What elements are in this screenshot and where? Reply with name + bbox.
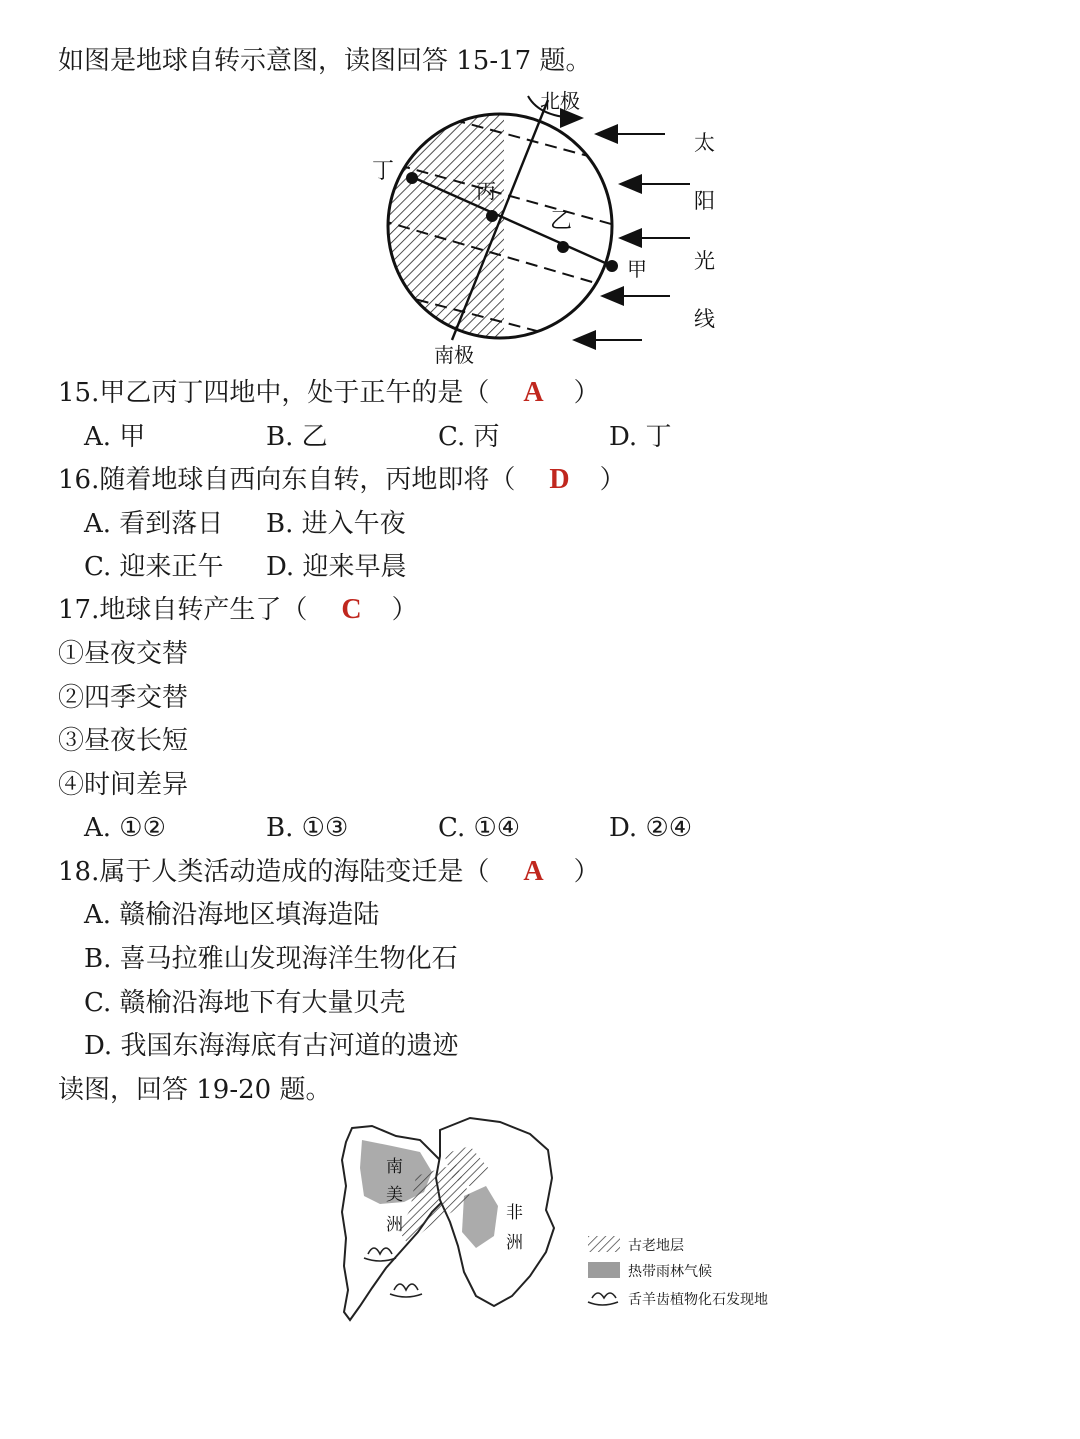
africa-label-2: 洲 bbox=[506, 1233, 523, 1253]
legend-fossil-icon bbox=[588, 1293, 618, 1305]
q15-option-b[interactable]: B. 乙 bbox=[266, 422, 328, 452]
point-yi bbox=[557, 241, 569, 253]
q16-option-b[interactable]: B. 进入午夜 bbox=[266, 509, 406, 539]
label-jia: 甲 bbox=[627, 257, 647, 281]
q16-option-a[interactable]: A. 看到落日 bbox=[84, 509, 224, 539]
q17-option-c[interactable]: C. ①④ bbox=[438, 813, 521, 843]
q15-option-c[interactable]: C. 丙 bbox=[438, 422, 500, 452]
africa-label-1: 非 bbox=[506, 1203, 523, 1223]
q18-stem: 18.属于人类活动造成的海陆变迁是（ bbox=[58, 857, 490, 887]
label-south-pole: 南极 bbox=[434, 343, 474, 367]
q15-option-d[interactable]: D. 丁 bbox=[609, 422, 672, 452]
sun-label-2: 阳 bbox=[694, 189, 715, 213]
q18-option-a[interactable]: A. 赣榆沿海地区填海造陆 bbox=[84, 900, 380, 930]
q17-item-3: ③昼夜长短 bbox=[58, 726, 189, 756]
q15-answer: A bbox=[523, 377, 544, 408]
q15-stem-line bbox=[58, 376, 600, 410]
q16-stem: 16.随着地球自西向东自转，丙地即将（ bbox=[58, 465, 516, 495]
q15-close: ） bbox=[573, 378, 600, 408]
q17-item-1: ①昼夜交替 bbox=[58, 639, 189, 669]
q17-option-b[interactable]: B. ①③ bbox=[266, 813, 349, 843]
q18-option-d[interactable]: D. 我国东海海底有古河道的遗迹 bbox=[84, 1031, 459, 1061]
q16-option-d[interactable]: D. 迎来早晨 bbox=[266, 552, 407, 582]
q16-option-c[interactable]: C. 迎来正午 bbox=[84, 552, 224, 582]
sa-label-1: 南 bbox=[386, 1157, 403, 1177]
fossil-symbol-2 bbox=[390, 1284, 422, 1297]
label-north-pole: 北极 bbox=[540, 89, 580, 113]
q18-close: ） bbox=[573, 857, 600, 887]
label-ding: 丁 bbox=[372, 159, 395, 184]
q18-option-b[interactable]: B. 喜马拉雅山发现海洋生物化石 bbox=[84, 944, 458, 974]
q17-answer: C bbox=[341, 594, 362, 625]
point-jia bbox=[606, 260, 618, 272]
q18-stem-line bbox=[58, 855, 600, 889]
legend-rainforest-label: 热带雨林气候 bbox=[628, 1264, 712, 1280]
legend-ancient-strata-swatch bbox=[588, 1236, 620, 1252]
intro-text: 如图是地球自转示意图，读图回答 15-17 题。 bbox=[58, 46, 592, 76]
q17-option-d[interactable]: D. ②④ bbox=[609, 813, 693, 843]
q15-stem: 15.甲乙丙丁四地中，处于正午的是（ bbox=[58, 378, 490, 408]
earth-rotation-figure bbox=[0, 80, 1080, 380]
legend-rainforest-swatch bbox=[588, 1262, 620, 1278]
q16-stem-line bbox=[58, 463, 626, 497]
q15-option-a[interactable]: A. 甲 bbox=[84, 422, 146, 452]
legend-ancient-strata-label: 古老地层 bbox=[628, 1238, 684, 1254]
q17-item-2: ②四季交替 bbox=[58, 683, 189, 713]
label-yi: 乙 bbox=[550, 209, 573, 234]
q17-option-a[interactable]: A. ①② bbox=[84, 813, 166, 843]
q18-answer: A bbox=[523, 856, 544, 887]
q17-close: ） bbox=[391, 595, 418, 625]
q17-stem-line bbox=[58, 593, 418, 627]
sun-label-3: 光 bbox=[694, 249, 715, 273]
intro-text-2: 读图，回答 19-20 题。 bbox=[58, 1075, 332, 1105]
q16-close: ） bbox=[599, 465, 626, 495]
sa-label-2: 美 bbox=[386, 1185, 403, 1205]
continents-map-figure bbox=[0, 1110, 1080, 1340]
sun-label-4: 线 bbox=[694, 307, 715, 331]
sun-label-1: 太 bbox=[694, 131, 715, 155]
q16-answer: D bbox=[549, 464, 570, 495]
legend-fossil-label: 舌羊齿植物化石发现地 bbox=[628, 1292, 768, 1308]
label-bing: 丙 bbox=[476, 179, 496, 203]
point-bing bbox=[486, 210, 498, 222]
q17-item-4: ④时间差异 bbox=[58, 770, 189, 800]
point-ding bbox=[406, 172, 418, 184]
q18-option-c[interactable]: C. 赣榆沿海地下有大量贝壳 bbox=[84, 988, 406, 1018]
q17-stem: 17.地球自转产生了（ bbox=[58, 595, 308, 625]
sa-label-3: 洲 bbox=[386, 1215, 403, 1235]
